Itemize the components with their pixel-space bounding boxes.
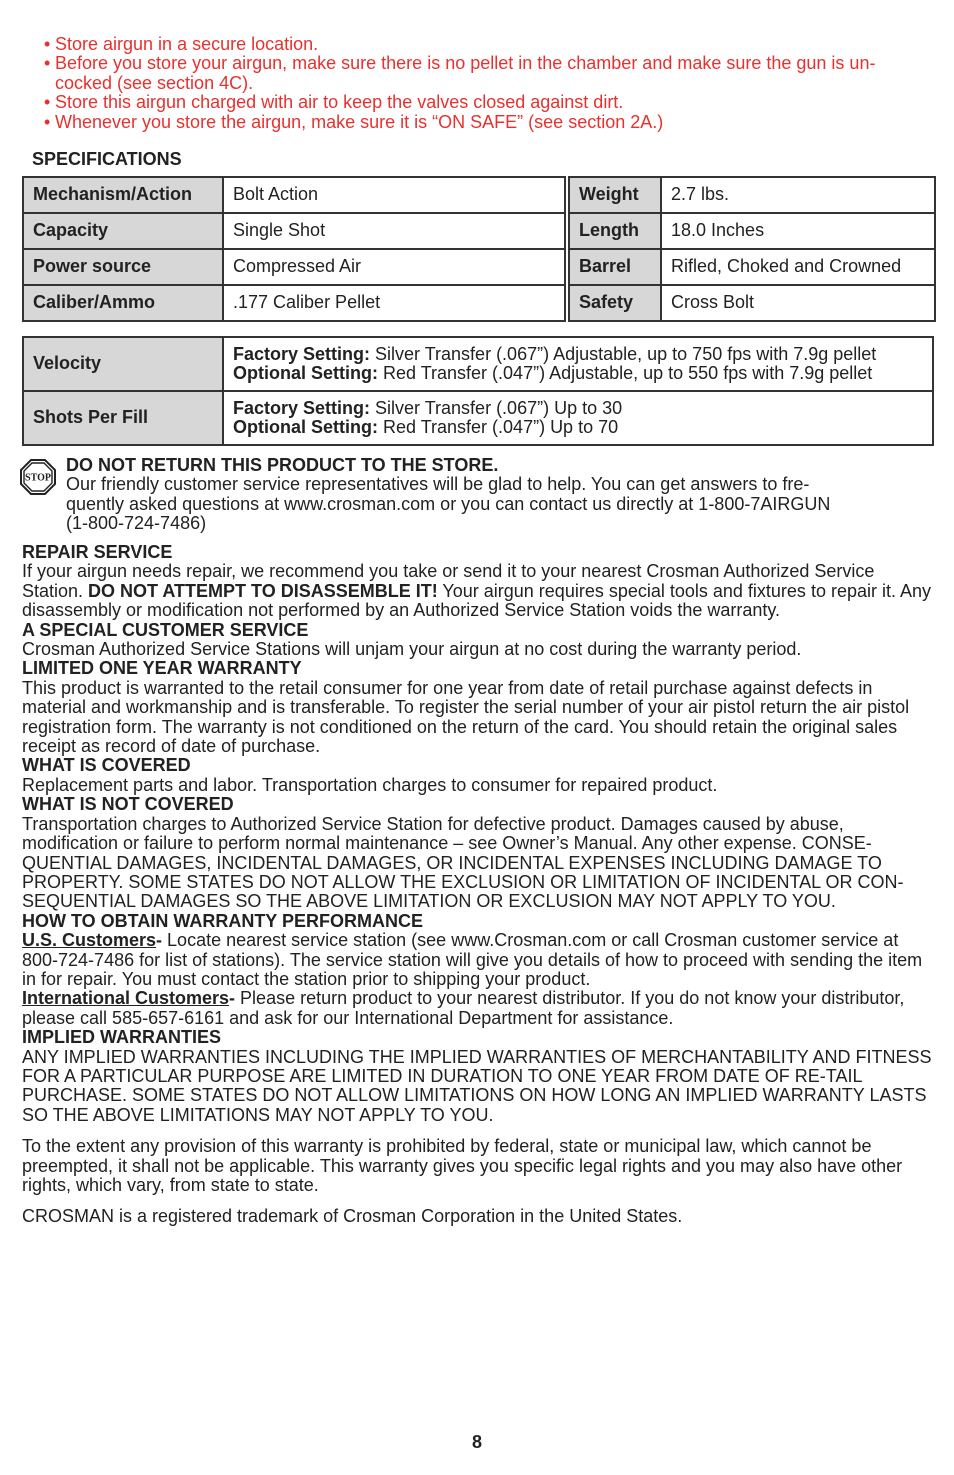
spec-label: Capacity [23, 213, 223, 249]
spec-row [23, 249, 565, 285]
optional-setting-value: Red Transfer (.047”) Up to 70 [383, 417, 619, 437]
stop-sign-text: STOP [25, 472, 51, 484]
spec-row [23, 285, 565, 321]
repair-text-part: Your airgun requires special tools and fixtures to repair it. Any disassembly or modification not performed by an Authorized Service Station voids the warranty. [22, 580, 931, 621]
spec-label: Safety [569, 285, 661, 321]
factory-setting-label: Factory Setting: [233, 397, 371, 418]
factory-setting-value: Silver Transfer (.067”) Adjustable, up to 750 fps with 7.9g pellet [375, 343, 877, 364]
spec-row [569, 177, 935, 213]
spec-value: .177 Caliber Pellet [223, 285, 565, 321]
disassemble-warning: DO NOT ATTEMPT TO DISASSEMBLE IT! [88, 580, 438, 601]
limited-warranty-text: This product is warranted to the retail consumer for one year from date of retail purchase against defects in material and workmanship and is transferable. To register the serial number of your air pistol return the air pistol registration form. The warranty is not conditioned on the return of the card. You should retain the original sales receipt as record of date of purchase. [22, 677, 910, 757]
special-service-text: Crosman Authorized Service Stations will unjam your airgun at no cost during the warranty period. [22, 639, 802, 660]
shots-label: Shots Per Fill [23, 391, 223, 445]
not-covered-heading: WHAT IS NOT COVERED [22, 794, 234, 815]
velocity-label: Velocity [23, 337, 223, 391]
repair-text-part: If your airgun needs repair, we recommend you take or send it to your nearest Crosman Authorized Service Station. [22, 561, 875, 601]
notice-heading: DO NOT RETURN THIS PRODUCT TO THE STORE. [66, 455, 499, 475]
spec-value: Rifled, Choked and Crowned [661, 249, 935, 285]
velocity-row [23, 337, 933, 391]
shots-value [223, 391, 933, 445]
intl-customers-text [22, 989, 934, 1028]
intl-customers-body: Please return product to your nearest distributor. If you do not know your distributor, please call 585-657-6161 and ask for our International Department for assistance. [22, 988, 905, 1028]
spec-value: Compressed Air [223, 249, 565, 285]
storage-bullet: • Store this airgun charged with air to keep the valves closed against dirt. [44, 93, 924, 112]
spec-row [23, 177, 565, 213]
spec-label: Caliber/Ammo [23, 285, 223, 321]
factory-setting-label: Factory Setting: [233, 343, 371, 364]
spec-value: Bolt Action [223, 177, 565, 213]
spec-label: Mechanism/Action [23, 177, 223, 213]
us-customers-text [22, 931, 934, 989]
intl-customers-dash: - [229, 988, 236, 1009]
repair-text [22, 562, 934, 620]
covered-text: Replacement parts and labor. Transportation charges to consumer for repaired product. [22, 774, 718, 795]
storage-bullet: • Store airgun in a secure location. [44, 35, 924, 54]
spec-row [569, 249, 935, 285]
implied-warranties-heading: IMPLIED WARRANTIES [22, 1027, 222, 1048]
covered-heading: WHAT IS COVERED [22, 755, 191, 776]
us-customers-dash: - [156, 930, 163, 951]
spec-row [569, 213, 935, 249]
storage-bullet-list [44, 35, 924, 132]
stop-sign-icon [20, 459, 56, 495]
spec-label: Power source [23, 249, 223, 285]
return-notice [66, 456, 926, 534]
optional-setting-label: Optional Setting: [233, 417, 378, 437]
optional-setting-value: Red Transfer (.047”) Adjustable, up to 550 fps with 7.9g pellet [383, 363, 873, 383]
spec-label: Weight [569, 177, 661, 213]
notice-line: (1-800-724-7486) [66, 513, 207, 534]
spec-label: Barrel [569, 249, 661, 285]
warranty-body [22, 543, 934, 1227]
limited-warranty-heading: LIMITED ONE YEAR WARRANTY [22, 658, 302, 679]
us-customers-label: U.S. Customers [22, 930, 157, 951]
not-covered-text: Transportation charges to Authorized Service Station for defective product. Damages caused by abuse, modification or failure to perform normal maintenance – see Owner’s Manual. Any other expense. CONSE-QUENTIAL DAMAGES, INCIDENTAL DAMAGES, OR INCIDENTAL EXPENSES INCLUDING DAMAGE TO PROPERTY. SOME STATES DO NOT ALLOW THE EXCLUSION OR LIMITATION OF INCIDENTAL OR CON-SEQUENTIAL DAMAGES SO THE ABOVE LIMITATION OR EXCLUSION MAY NOT APPLY TO YOU. [22, 813, 904, 912]
optional-setting-label: Optional Setting: [233, 363, 378, 383]
implied-warranties-text: ANY IMPLIED WARRANTIES INCLUDING THE IMPLIED WARRANTIES OF MERCHANTABILITY AND FITNESS FOR A PARTICULAR PURPOSE ARE LIMITED IN DURATION TO ONE YEAR FROM DATE OF RE-TAIL PURCHASE. SOME STATES DO NOT ALLOW LIMITATIONS ON HOW LONG AN IMPLIED WARRANTY LASTS SO THE ABOVE LIMITATIONS MAY NOT APPLY TO YOU. [22, 1046, 932, 1125]
storage-bullet: • Whenever you store the airgun, make sure it is “ON SAFE” (see section 2A.) [44, 113, 924, 132]
spec-value: 18.0 Inches [661, 213, 935, 249]
specifications-title: SPECIFICATIONS [32, 149, 182, 169]
spec-label: Length [569, 213, 661, 249]
spec-table-performance [22, 336, 934, 446]
spec-value: 2.7 lbs. [661, 177, 935, 213]
us-customers-body: Locate nearest service station (see www.Crosman.com or call Crosman customer service at 800-724-7486 for list of stations). The service station will give you details of how to proceed with sending the item in for repair. You must contact the station prior to shipping your product. [22, 930, 923, 989]
notice-line: Our friendly customer service representatives will be glad to help. You can get answers to fre- [66, 474, 810, 495]
page-number: 8 [471, 1432, 482, 1452]
velocity-value [223, 337, 933, 391]
storage-bullet: • Before you store your airgun, make sure there is no pellet in the chamber and make sure the gun is un-cocked (see section 4C). [44, 54, 924, 93]
spec-row [569, 285, 935, 321]
obtain-warranty-heading: HOW TO OBTAIN WARRANTY PERFORMANCE [22, 910, 423, 931]
shots-row [23, 391, 933, 445]
spec-table-left [22, 176, 566, 322]
spec-value: Single Shot [223, 213, 565, 249]
repair-heading: REPAIR SERVICE [22, 542, 173, 562]
spec-value: Cross Bolt [661, 285, 935, 321]
notice-line: quently asked questions at www.crosman.com or you can contact us directly at 1-800-7AIRGUN [66, 493, 831, 514]
factory-setting-value: Silver Transfer (.067”) Up to 30 [375, 397, 623, 418]
intl-customers-label: International Customers [22, 988, 230, 1009]
spec-table-right [568, 176, 936, 322]
extent-text: To the extent any provision of this warranty is prohibited by federal, state or municipal law, which cannot be preempted, it shall not be applicable. This warranty gives you specific legal rights and you may also have other rights, which vary, from state to state. [22, 1136, 903, 1195]
trademark-text: CROSMAN is a registered trademark of Crosman Corporation in the United States. [22, 1206, 683, 1227]
spec-row [23, 213, 565, 249]
special-service-heading: A SPECIAL CUSTOMER SERVICE [22, 619, 309, 640]
